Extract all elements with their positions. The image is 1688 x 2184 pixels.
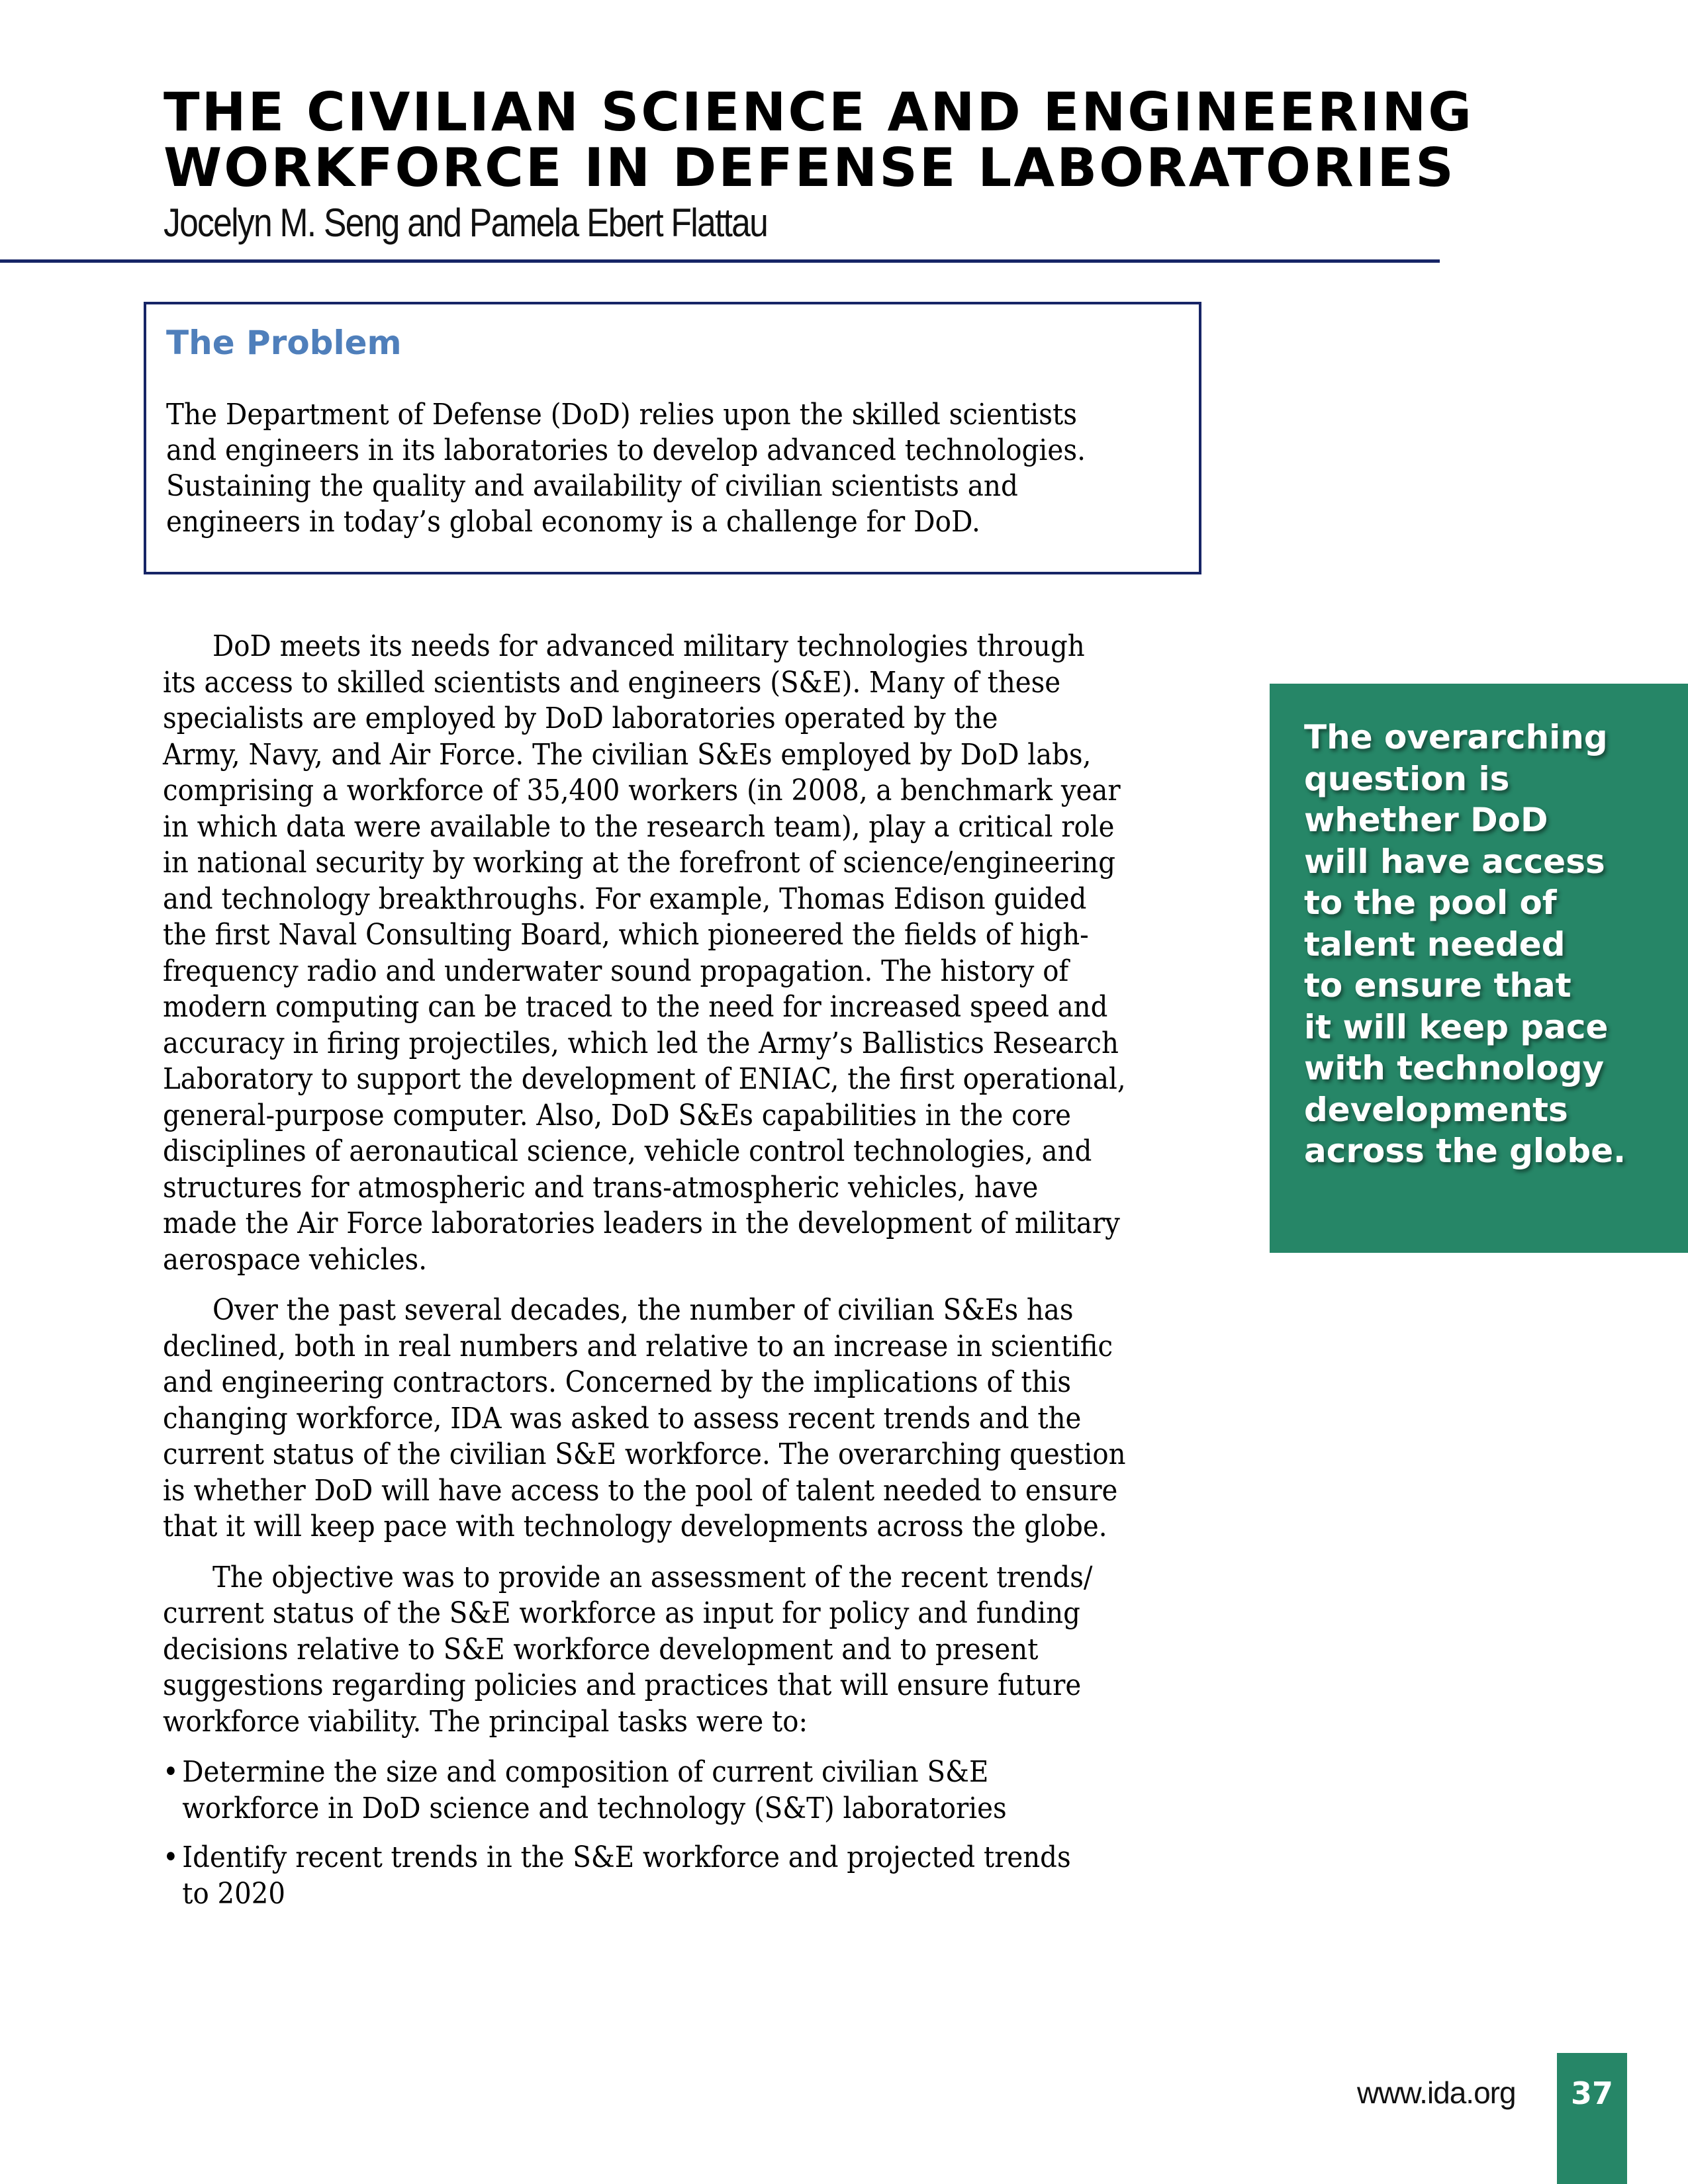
pull-quote-line: question is bbox=[1304, 759, 1510, 798]
problem-line: and engineers in its laboratories to develop advanced technologies. bbox=[166, 433, 1086, 467]
pull-quote-text bbox=[1304, 717, 1688, 1172]
text-line: and engineering contractors. Concerned by the implications of this bbox=[163, 1365, 1072, 1399]
pull-quote-line: will have access bbox=[1304, 842, 1605, 881]
text-line: aerospace vehicles. bbox=[163, 1242, 428, 1277]
pull-quote-line: talent needed bbox=[1304, 925, 1566, 964]
text-line: comprising a workforce of 35,400 workers (in 2008, a benchmark year bbox=[163, 774, 1121, 807]
text-line: workforce viability. The principal tasks were to: bbox=[163, 1704, 808, 1739]
pull-quote-line: with technology bbox=[1304, 1049, 1605, 1087]
pull-quote-line: across the globe. bbox=[1304, 1132, 1626, 1170]
task-list-item bbox=[163, 1840, 1193, 1912]
text-line: in national security by working at the forefront of science/engineering bbox=[163, 846, 1116, 880]
text-line: in which data were available to the research team), play a critical role bbox=[163, 809, 1115, 844]
task-list-item bbox=[163, 1754, 1193, 1827]
text-line: The objective was to provide an assessment of the recent trends/ bbox=[212, 1560, 1093, 1594]
body-paragraph-2 bbox=[163, 1293, 1193, 1545]
title-line-1: THE CIVILIAN SCIENCE AND ENGINEERING bbox=[164, 81, 1474, 143]
pull-quote-line: it will keep pace bbox=[1304, 1007, 1609, 1046]
text-line: changing workforce, IDA was asked to assess recent trends and the bbox=[163, 1401, 1082, 1435]
text-line: Army, Navy, and Air Force. The civilian S&Es employed by DoD labs, bbox=[163, 737, 1092, 772]
text-line: general-purpose computer. Also, DoD S&Es capabilities in the core bbox=[163, 1098, 1071, 1132]
problem-line: The Department of Defense (DoD) relies upon the skilled scientists bbox=[166, 398, 1078, 432]
text-line: Determine the size and composition of current civilian S&E bbox=[182, 1755, 989, 1789]
text-line: current status of the S&E workforce as input for policy and funding bbox=[163, 1596, 1080, 1630]
pull-quote-line: The overarching bbox=[1304, 718, 1608, 756]
text-line: is whether DoD will have access to the pool of talent needed to ensure bbox=[163, 1473, 1118, 1508]
text-line: Over the past several decades, the number of civilian S&Es has bbox=[212, 1293, 1074, 1327]
text-line: Laboratory to support the development of ENIAC, the first operational, bbox=[163, 1062, 1126, 1096]
problem-heading: The Problem bbox=[166, 324, 402, 362]
text-line: workforce in DoD science and technology (S&T) laboratories bbox=[182, 1791, 1007, 1825]
problem-line: engineers in today’s global economy is a challenge for DoD. bbox=[166, 505, 980, 539]
article-authors: Jocelyn M. Seng and Pamela Ebert Flattau bbox=[164, 201, 768, 245]
text-line: and technology breakthroughs. For example, Thomas Edison guided bbox=[163, 882, 1087, 916]
text-line: Identify recent trends in the S&E workforce and projected trends bbox=[182, 1841, 1071, 1874]
text-line: that it will keep pace with technology developments across the globe. bbox=[163, 1510, 1107, 1543]
pull-quote-line: to the pool of bbox=[1304, 884, 1557, 922]
bullet-icon: • bbox=[163, 1755, 179, 1789]
problem-line: Sustaining the quality and availability of civilian scientists and bbox=[166, 469, 1018, 503]
text-line: current status of the civilian S&E workforce. The overarching question bbox=[163, 1437, 1126, 1471]
pull-quote-line: to ensure that bbox=[1304, 966, 1571, 1005]
header-divider bbox=[0, 259, 1440, 263]
article-title bbox=[164, 81, 1587, 199]
text-line: disciplines of aeronautical science, vehicle control technologies, and bbox=[163, 1134, 1092, 1168]
text-line: modern computing can be traced to the need for increased speed and bbox=[163, 990, 1108, 1024]
text-line: DoD meets its needs for advanced military technologies through bbox=[212, 629, 1085, 663]
problem-text bbox=[166, 397, 1116, 540]
body-column bbox=[163, 629, 1193, 1925]
problem-callout-box bbox=[144, 302, 1201, 574]
text-line: specialists are employed by DoD laboratories operated by the bbox=[163, 702, 998, 735]
text-line: structures for atmospheric and trans-atmospheric vehicles, have bbox=[163, 1170, 1039, 1205]
text-line: to 2020 bbox=[182, 1876, 285, 1911]
text-line: declined, both in real numbers and relative to an increase in scientific bbox=[163, 1329, 1113, 1363]
pull-quote-line: whether DoD bbox=[1304, 801, 1548, 839]
body-paragraph-1 bbox=[163, 629, 1193, 1278]
page-number: 37 bbox=[1570, 2075, 1613, 2111]
text-line: decisions relative to S&E workforce development and to present bbox=[163, 1632, 1039, 1666]
pull-quote-box bbox=[1270, 684, 1688, 1253]
footer-website-link[interactable]: www.ida.org bbox=[1357, 2075, 1516, 2110]
text-line: the first Naval Consulting Board, which pioneered the fields of high- bbox=[163, 918, 1089, 952]
page-number-tab bbox=[1557, 2053, 1627, 2184]
bullet-icon: • bbox=[163, 1841, 179, 1874]
pull-quote-line: developments bbox=[1304, 1090, 1568, 1129]
text-line: suggestions regarding policies and practices that will ensure future bbox=[163, 1668, 1082, 1702]
body-paragraph-3 bbox=[163, 1560, 1193, 1741]
title-line-2: WORKFORCE IN DEFENSE LABORATORIES bbox=[164, 137, 1456, 199]
text-line: accuracy in firing projectiles, which led the Army’s Ballistics Research bbox=[163, 1026, 1119, 1060]
text-line: made the Air Force laboratories leaders in the development of military bbox=[163, 1206, 1120, 1240]
text-line: frequency radio and underwater sound propagation. The history of bbox=[163, 954, 1069, 988]
text-line: its access to skilled scientists and engineers (S&E). Many of these bbox=[163, 665, 1061, 700]
